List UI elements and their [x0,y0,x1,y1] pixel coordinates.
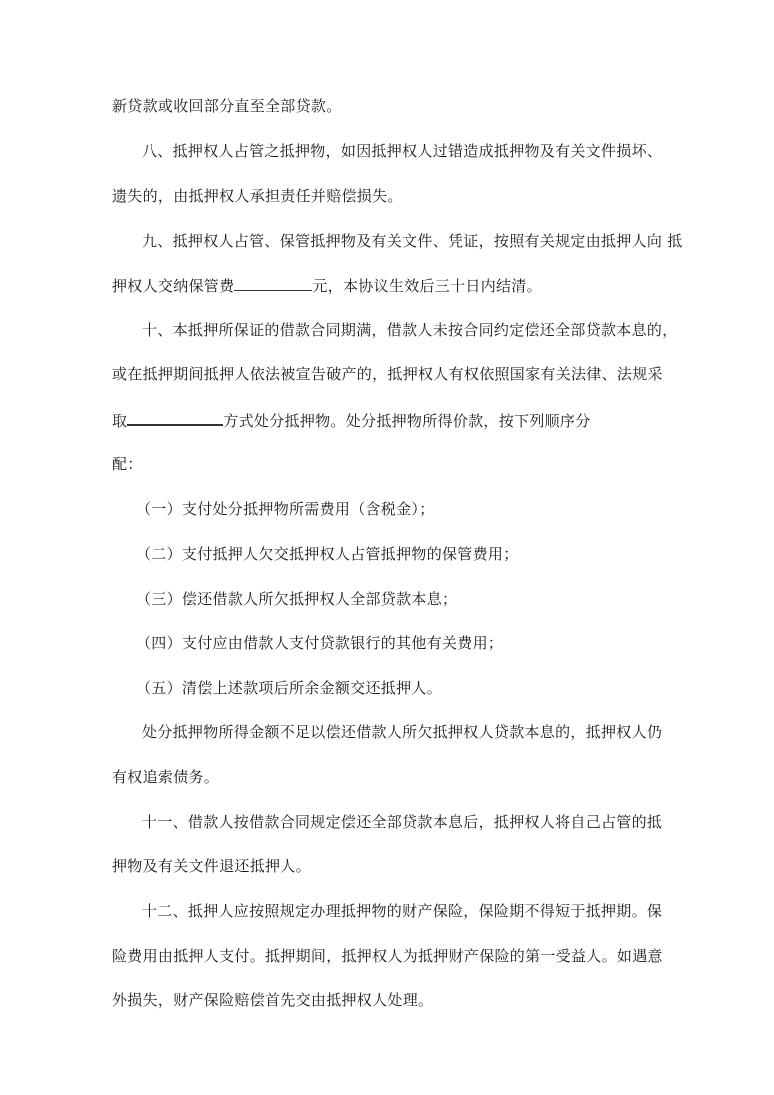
clause-10-line: 十、本抵押所保证的借款合同期满，借款人未按合同约定偿还全部贷款本息的， [142,321,678,339]
list-item: （五）清偿上述款项后所余金额交还抵押人。 [136,679,443,697]
text-line: 或在抵押期间抵押人依法被宣告破产的，抵押权人有权依照国家有关法律、法规采 [112,365,663,383]
clause-11-line: 十一、借款人按借款合同规定偿还全部贷款本息后，抵押权人将自己占管的抵 [142,813,663,831]
clause-12-line: 十二、抵押人应按照规定办理抵押物的财产保险，保险期不得短于抵押期。保 [142,902,663,920]
text-segment: 元，本协议生效后三十日内结清。 [312,277,542,295]
text-line: 押物及有关文件退还抵押人。 [112,857,311,875]
text-line: 外损失，财产保险赔偿首先交由抵押权人处理。 [112,991,434,1009]
text-line [112,409,591,431]
text-line: 新贷款或收回部分直至全部贷款。 [112,97,342,115]
clause-8-line: 八、抵押权人占管之抵押物，如因抵押权人过错造成抵押物及有关文件损坏、 [142,142,663,160]
disposal-method-blank [127,409,223,426]
text-segment: 取 [112,412,128,430]
list-item: （四）支付应由借款人支付贷款银行的其他有关费用； [136,634,504,652]
text-line: 配： [112,455,143,473]
text-segment: 方式处分抵押物。处分抵押物所得价款，按下列顺序分 [223,412,591,430]
list-item: （二）支付抵押人欠交抵押权人占管抵押物的保管费用； [136,545,519,563]
clause-9-line: 九、抵押权人占管、保管抵押物及有关文件、凭证，按照有关规定由抵押人向 抵 [142,232,683,250]
text-line [112,275,542,296]
text-line: 遗失的，由抵押权人承担责任并赔偿损失。 [112,187,403,205]
fee-amount-blank [234,275,312,291]
text-line: 处分抵押物所得金额不足以偿还借款人所欠抵押权人贷款本息的，抵押权人仍 [142,723,663,741]
list-item: （三）偿还借款人所欠抵押权人全部贷款本息； [136,590,458,608]
list-item: （一）支付处分抵押物所需费用（含税金）； [136,500,435,518]
text-line: 险费用由抵押人支付。抵押期间，抵押权人为抵押财产保险的第一受益人。如遇意 [112,947,663,965]
text-line: 有权追索债务。 [112,768,220,786]
text-segment: 押权人交纳保管费 [112,277,235,295]
